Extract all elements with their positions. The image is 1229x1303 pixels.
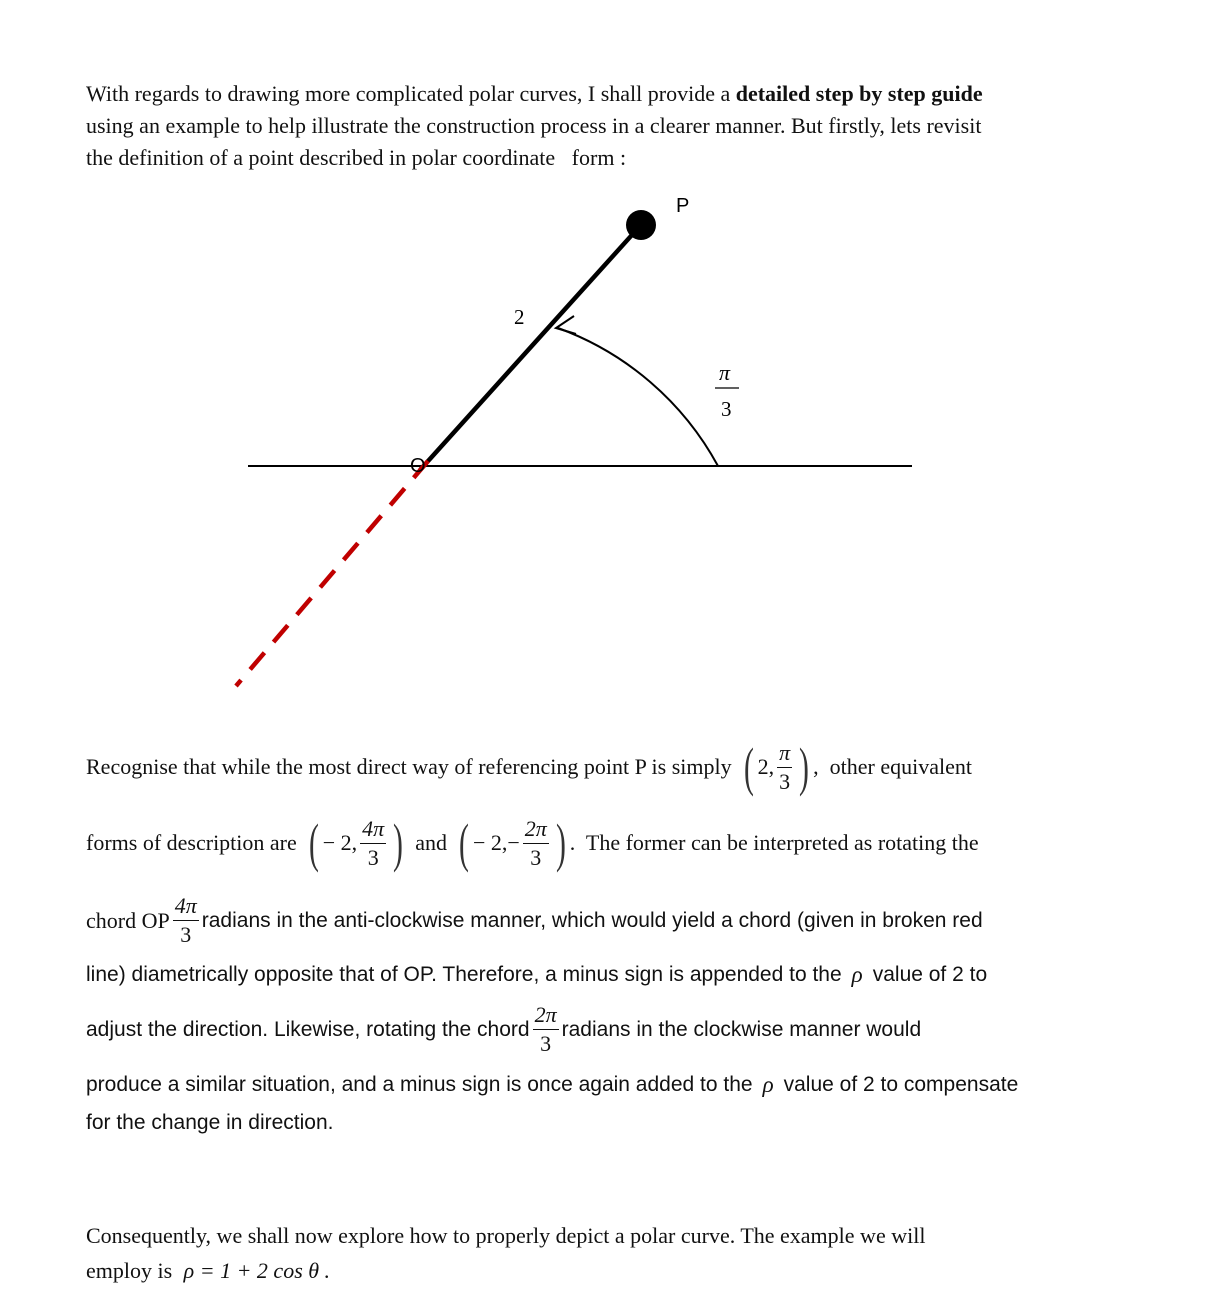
recognise-line: Recognise that while the most direct way of referencing point P is simply ( 2, $\frac{\pi}{3}$ ) , other equivalent [86, 737, 972, 797]
intro-bold-phrase: detailed step by step guide [735, 81, 983, 106]
chord-op [420, 226, 640, 470]
opposite-dashed-chord [236, 461, 428, 686]
angle-arc [558, 328, 718, 466]
body-line-2: line) diametrically opposite that of OP. Therefore, a minus sign is appended to the ρ value of 2 to [86, 962, 988, 987]
intro-line-1: With regards to drawing more complicated polar curves, I shall provide a detailed step by step guide [86, 81, 983, 106]
rho-symbol: ρ [851, 962, 863, 987]
conclusion-line-1: Consequently, we shall now explore how to properly depict a polar curve. The example we will [86, 1223, 926, 1248]
coord-form-2: ( − 2,− $\frac{2\pi}{3}$ ) [458, 813, 566, 873]
fraction-2pi-3: $\frac{2\pi}{3}$ [534, 1002, 557, 1056]
fraction-4pi-3: $\frac{4\pi}{3}$ [174, 893, 197, 947]
body-line-5: for the change in direction. [86, 1111, 334, 1134]
conclusion-line-2: employ is ρ = 1 + 2 cos θ . [86, 1258, 331, 1283]
point-p-dot [626, 210, 656, 240]
angle-denominator: 3 [721, 397, 732, 421]
coord-form-1: ( − 2, $\frac{4\pi}{3}$ ) [308, 813, 404, 873]
label-o: O [410, 455, 426, 477]
forms-line: forms of description are ( − 2, $\frac{4\pi}{3}$ ) and ( − 2,− $\frac{2\pi}{3}$ ) . The former can be interpreted as rotating the [86, 813, 979, 873]
angle-numerator: π [719, 360, 731, 385]
body-line-3: adjust the direction. Likewise, rotating the chord $\frac{2\pi}{3}$ radians in the clockwise manner would [86, 1002, 922, 1056]
chord-line: chord OP $\frac{4\pi}{3}$ radians in the anti-clockwise manner, which would yield a chord (given in broken red [86, 893, 983, 947]
intro-paragraph [86, 78, 1086, 174]
polar-equation: ρ = 1 + 2 cos θ . [183, 1258, 331, 1283]
rho-symbol-2: ρ [762, 1072, 774, 1097]
body-line-4: produce a similar situation, and a minus sign is once again added to the ρ value of 2 to compensate [86, 1072, 1019, 1097]
intro-line-3: the definition of a point described in polar coordinate form : [86, 145, 627, 170]
coord-simple: ( 2, $\frac{\pi}{3}$ ) [743, 737, 810, 797]
polar-point-diagram [0, 190, 1229, 710]
intro-line-2: using an example to help illustrate the construction process in a clearer manner. But firstly, lets revisit [86, 113, 982, 138]
label-p: P [676, 195, 690, 217]
label-length: 2 [514, 305, 525, 329]
conclusion-paragraph [86, 1218, 925, 1288]
